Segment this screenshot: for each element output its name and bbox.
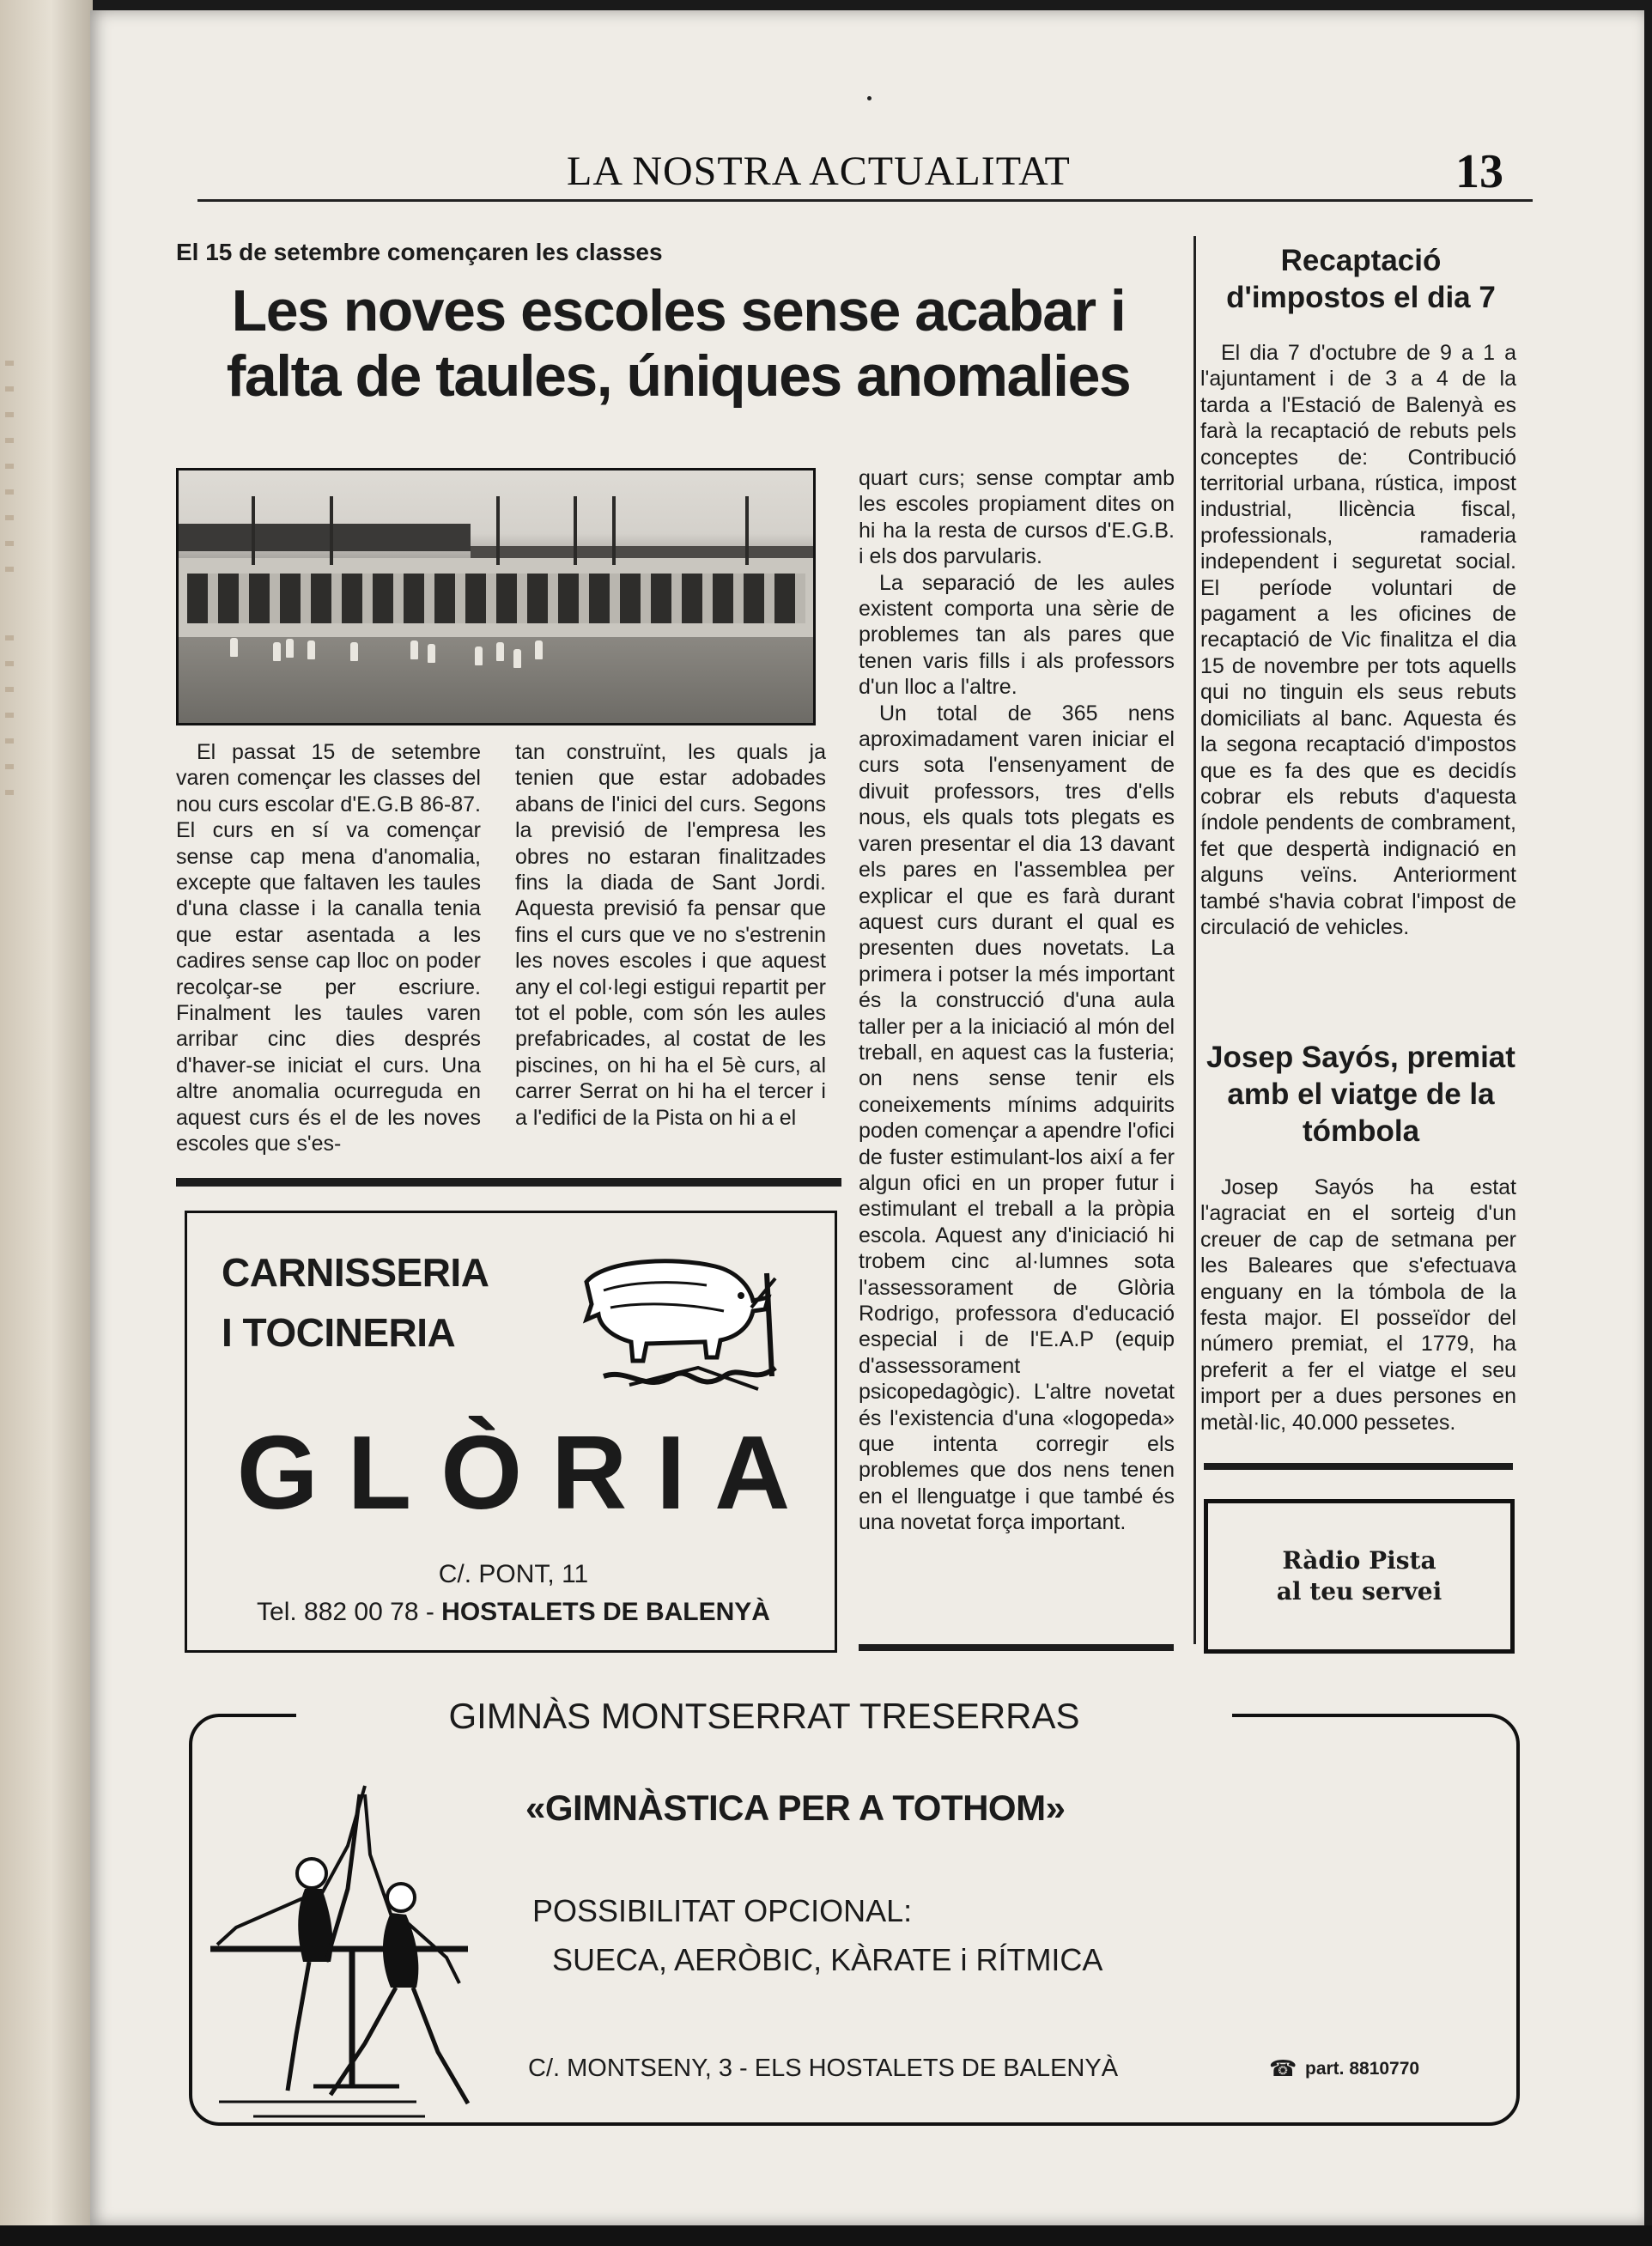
shop-address: C/. PONT, 11	[438, 1560, 589, 1588]
article-paragraph: La separació de les aules existent comporta una sèrie de problemes tan als pares que tenen varis fills i als professors d'un lloc a l'altre.	[859, 570, 1175, 700]
previous-page-edge	[0, 0, 93, 2246]
article-paragraph: Un total de 365 nens aproximadament varen iniciar el curs sota l'ensenyament de divuit professors, tres d'ells nous, els quals tots plegats es varen presentar el dia 13 davant els pares en l'assemblea per explicar el que es farà durant aquest curs durant el qual es presenten dues novetats. La primera i potser la més important és la construcció d'una aula taller per a la iniciació al món del treball, en aquest cas la fusteria; on nens sense tenir els coneixements mínims adquirits poden començar a apendre l'ofici de fuster estimulant-los així a fer algun ofici en un proper futur i estimulant el treball a la pròpia escola. Aquest any d'iniciació hi trobem cinc al·lumnes sota l'assessorament de Glòria Rodrigo, professora d'educació especial i de l'E.A.P (equip d'assessorament psicopedagògic). L'altre novetat és l'existencia d'una «logopeda» que intenta corregir els problemes que dos nens tenen en el llenguatge i que també és una novetat força important.	[859, 701, 1175, 1535]
scan-border	[0, 2225, 1652, 2246]
telephone-icon: ☎	[1269, 2055, 1297, 2081]
article-headline: Les noves escoles sense acabar i falta de taules, úniques anomalies	[226, 278, 1131, 409]
column-rule	[176, 1178, 841, 1187]
sidebar-rule	[1204, 1463, 1513, 1470]
radio-line-1: Ràdio Pista	[1282, 1546, 1436, 1575]
gym-options-label: POSSIBILITAT OPCIONAL:	[532, 1893, 913, 1928]
recaptacio-body: El dia 7 d'octubre de 9 a 1 a l'ajuntament i de 3 a 4 de la tarda a l'Estació de Balenyà es farà la recaptació de rebuts pels conceptes de: Contribució territorial urbana, rústica, impost industrial, llicència fiscal, professionals, ramaderia independent i seguretat social. El període voluntari de pagament a les oficines de recaptació de Vic finalitza el dia 15 de novembre per tots aquells qui no tinguin els seus rebuts domiciliats al banc. Aquesta és la segona recaptació d'impostos que es fa des que es decidís cobrar els rebuts d'aquesta índole pendents de combrament, fet que despertà indignació en alguns veïns. Anteriorment també s'havia cobrat l'impost de circulació de vehicles.	[1200, 341, 1516, 939]
section-title: LA NOSTRA ACTUALITAT	[567, 149, 1071, 194]
ad-line-2: I TOCINERIA	[222, 1310, 456, 1355]
header-rule	[197, 199, 1533, 202]
phone-prefix: Tel. 882 00 78 -	[257, 1598, 442, 1626]
article-paragraph: tan construïnt, les quals ja tenien que estar adobades abans de l'inici del curs. Segons la previsió de l'empresa les obres no estaran finalitzades fins la diada de Sant Jordi. Aquesta previsió fa pensar que fins el curs que ve no s'estrenin les noves escoles i que aquest any el col·legi estigui repartit per tot el poble, com són les aules prefabricades, al costat de les piscines, on hi ha el 5è curs, al carrer Serrat on hi ha el tercer i a l'edifici de la Pista on hi a el	[515, 740, 826, 1130]
school-photo	[176, 468, 816, 725]
gym-address: C/. MONTSENY, 3 - ELS HOSTALETS DE BALENYÀ	[528, 2055, 1119, 2082]
shop-phone	[187, 1598, 840, 1627]
column-rule	[859, 1644, 1174, 1651]
radio-line-2: al teu servei	[1276, 1577, 1442, 1606]
page-number: 13	[1455, 145, 1503, 198]
print-mark	[867, 96, 872, 100]
article-kicker: El 15 de setembre començaren les classes	[176, 239, 663, 265]
carnisseria-ad	[185, 1211, 837, 1653]
gym-name: GIMNÀS MONTSERRAT TRESERRAS	[296, 1696, 1232, 1737]
shop-town: HOSTALETS DE BALENYÀ	[441, 1598, 770, 1626]
josep-sayos-body: Josep Sayós ha estat l'agraciat en el sorteig d'un creuer de cap de setmana per les Baleares que s'efectuava enguany en la tómbola de la festa major. El posseïdor del número premiat, el 1779, ha preferit a fer el viatge el seu import per a dues persones en metàl·lic, 40.000 pessetes.	[1200, 1175, 1516, 1435]
recaptacio-title: Recaptació d'impostos el dia 7	[1226, 244, 1496, 314]
gym-slogan: «GIMNÀSTICA PER A TOTHOM»	[525, 1788, 1066, 1828]
shop-name: GLÒRIA	[236, 1414, 820, 1531]
sidebar-divider	[1193, 236, 1196, 1644]
gym-options-list: SUECA, AERÒBIC, KÀRATE i RÍTMICA	[552, 1942, 1103, 1977]
dancers-illustration	[202, 1777, 511, 2121]
article-column-3	[859, 465, 1175, 1536]
article-column-2	[515, 739, 826, 1131]
article-paragraph: quart curs; sense comptar amb les escoles propiament dites on hi ha la resta de cursos d'E.G.B. i els dos parvularis.	[859, 466, 1175, 569]
gym-phone: part. 8810770	[1305, 2059, 1420, 2079]
josep-sayos-title: Josep Sayós, premiat amb el viatge de la tómbola	[1206, 1041, 1515, 1148]
pig-icon	[569, 1247, 784, 1402]
article-paragraph: El passat 15 de setembre varen començar les classes del nou curs escolar d'E.G.B 86-87. El curs en sí va començar sense cap mena d'anomalia, excepte que faltaven les taules d'una classe i la canalla tenia que estar asentada a les cadires sense cap lloc on poder recolçar-se per escriure. Finalment les taules varen arribar cinc dies després d'haver-se iniciat el curs. Una altre anomalia ocurreguda en aquest curs és el de les noves escoles que s'es-	[176, 740, 481, 1156]
article-column-1	[176, 739, 481, 1157]
ad-line-1: CARNISSERIA	[222, 1250, 489, 1295]
radio-pista-box	[1204, 1499, 1515, 1654]
